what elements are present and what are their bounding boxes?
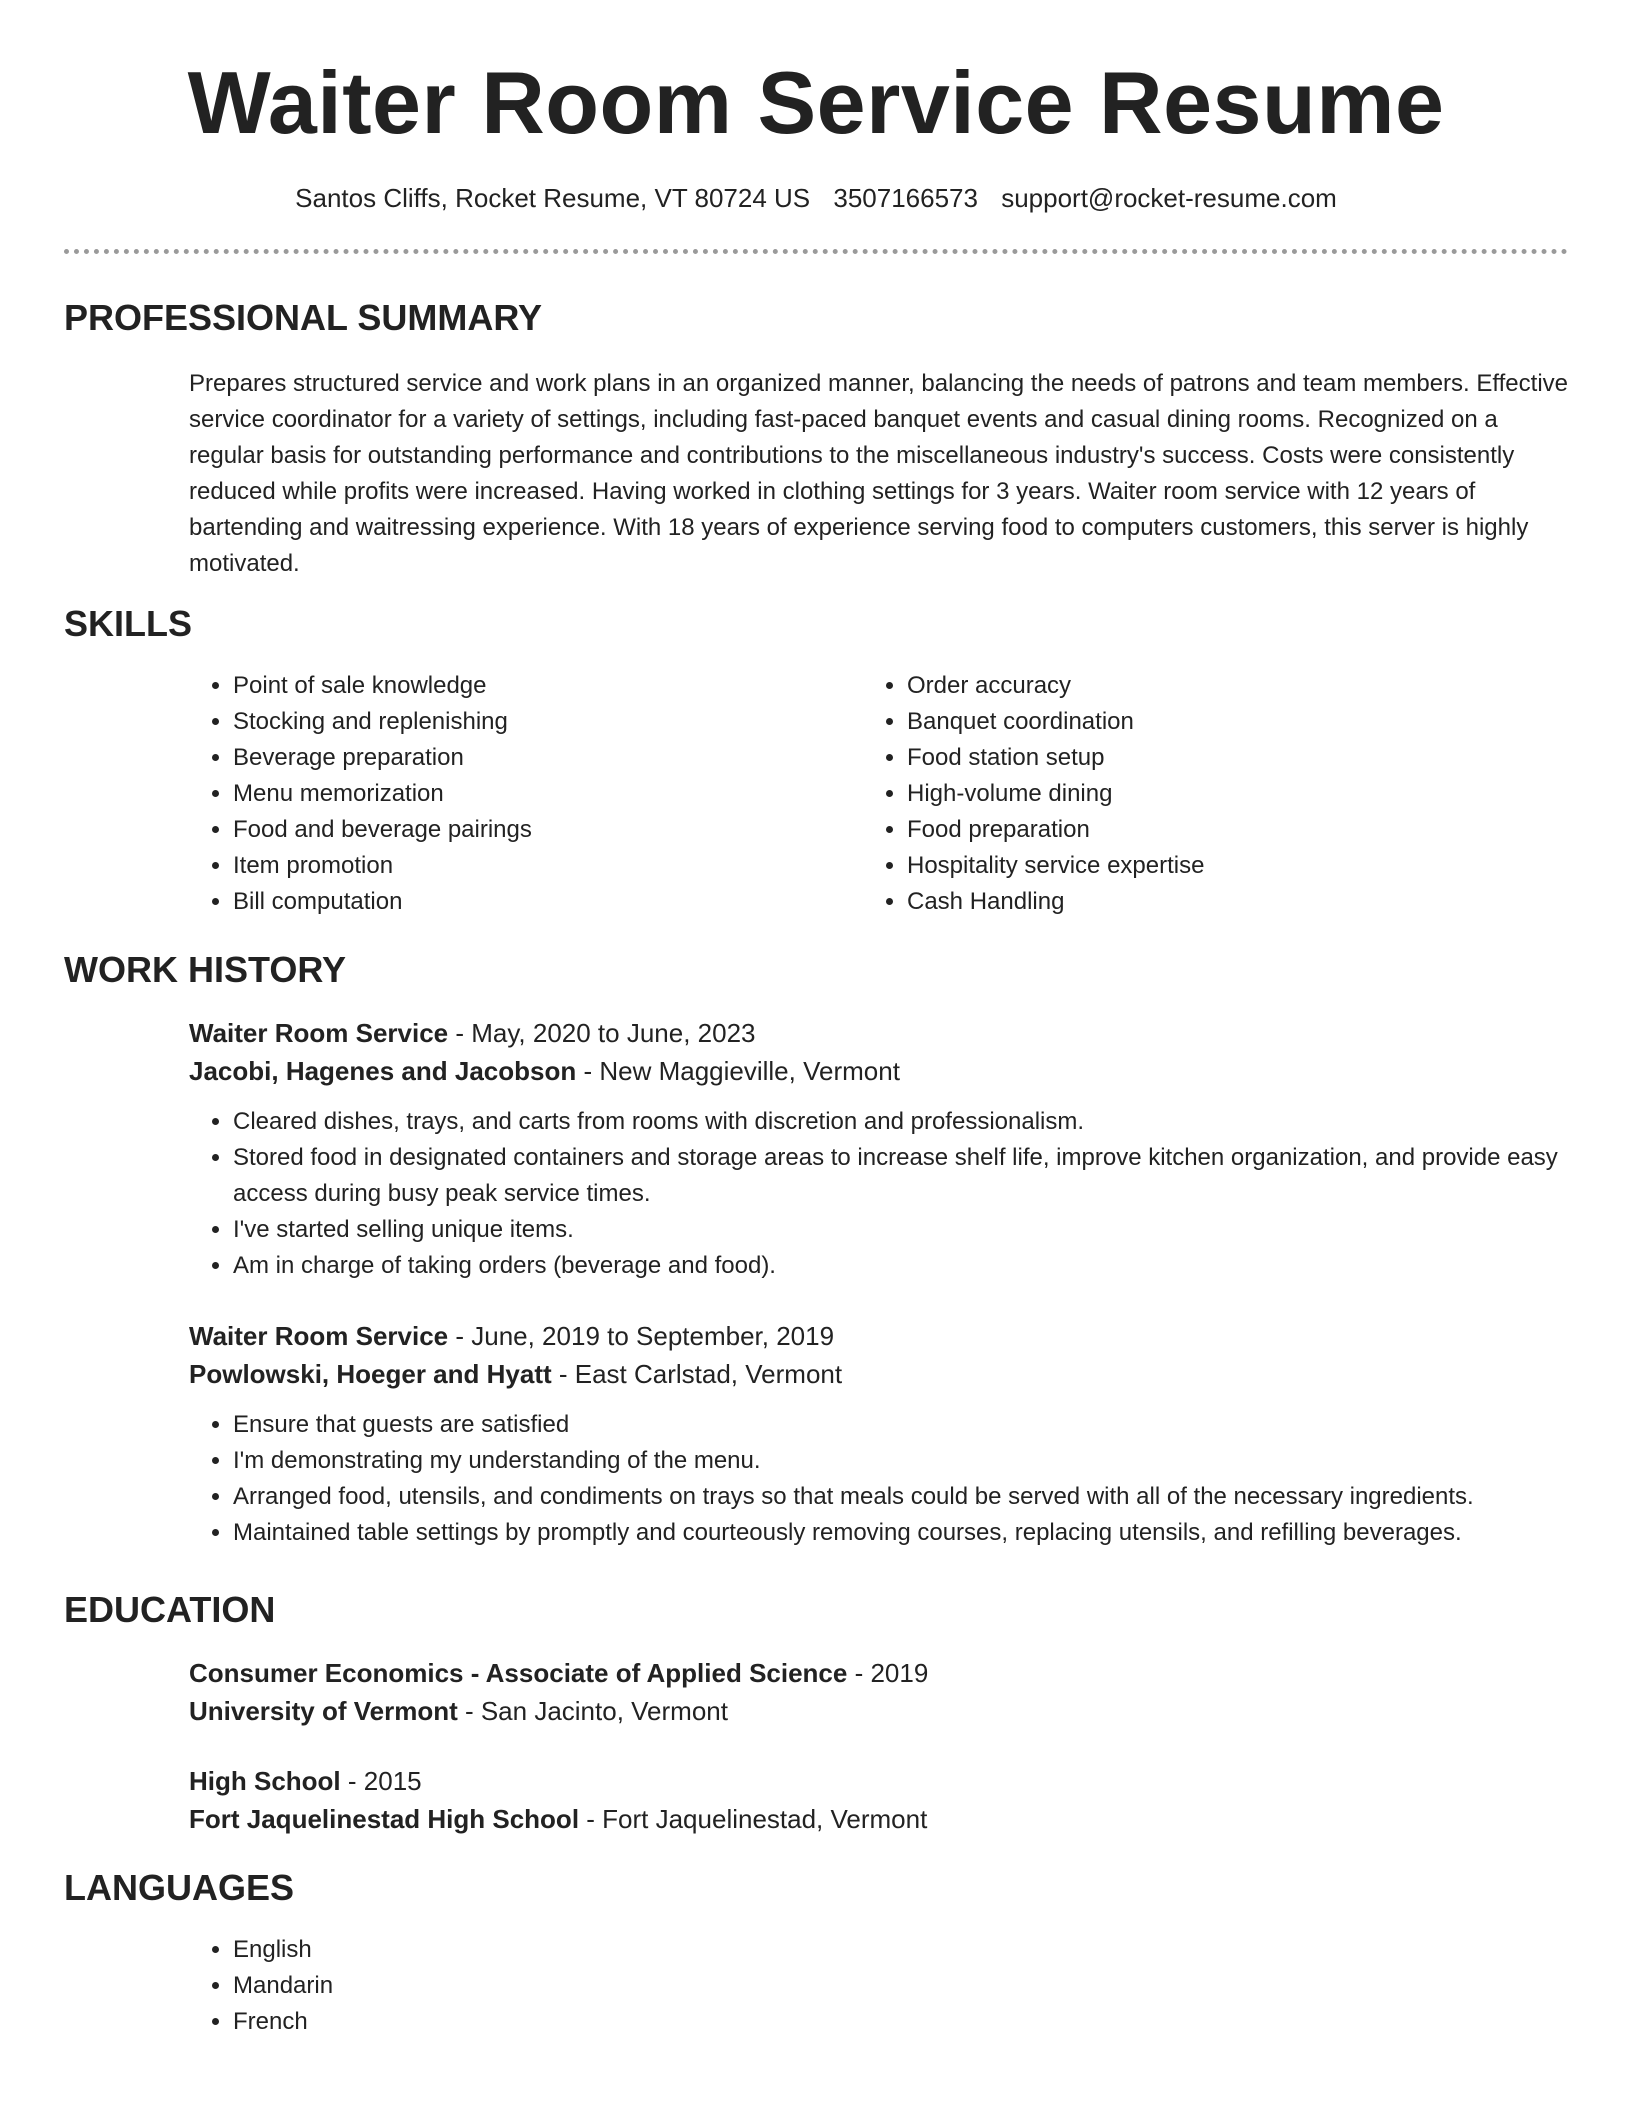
contact-email: support@rocket-resume.com (1001, 183, 1337, 213)
education-school-line (189, 1800, 1569, 1838)
job-bullet: • Arranged food, utensils, and condiments on trays so that meals could be served with all of the necessary ingredients. (233, 1479, 1569, 1515)
job-location: - East Carlstad, Vermont (551, 1359, 843, 1389)
contact-address: Santos Cliffs, Rocket Resume, VT 80724 US (295, 183, 811, 213)
job-company: Jacobi, Hagenes and Jacobson (189, 1056, 577, 1086)
job-company-line (189, 1355, 1569, 1393)
job-bullet: • Am in charge of taking orders (beverage and food). (233, 1248, 1569, 1284)
job-bullet: • Maintained table settings by promptly and courteously removing courses, replacing utensils, and refilling beverages. (233, 1515, 1569, 1551)
skills-left-column (189, 668, 829, 920)
skill-item: • High-volume dining (907, 776, 1503, 812)
header-divider (64, 249, 1568, 254)
job-bullet: • Ensure that guests are satisfied (233, 1407, 1569, 1443)
contact-phone: 3507166573 (833, 183, 978, 213)
summary-heading: PROFESSIONAL SUMMARY (64, 297, 543, 338)
education-entry (189, 1654, 1569, 1730)
skill-item: • Menu memorization (233, 776, 829, 812)
education-degree: Consumer Economics - Associate of Applied Science (189, 1658, 848, 1688)
job-bullet: • Stored food in designated containers and storage areas to increase shelf life, improve kitchen organization, and provide easy access during busy peak service times. (233, 1140, 1569, 1212)
education-school-line (189, 1692, 1569, 1730)
summary-text: Prepares structured service and work plans in an organized manner, balancing the needs of patrons and team members. Effective service coordinator for a variety of settings, including fast-paced banquet events and casual dining rooms. Recognized on a regular basis for outstanding performance and contributions to the miscellaneous industry's success. Costs were consistently reduced while profits were increased. Having worked in clothing settings for 3 years. Waiter room service with 12 years of bartending and waitressing experience. With 18 years of experience serving food to computers customers, this server is highly motivated. (189, 370, 1568, 577)
languages-heading: LANGUAGES (64, 1867, 295, 1908)
job-bullet: • I've started selling unique items. (233, 1212, 1569, 1248)
education-school: University of Vermont (189, 1696, 458, 1726)
education-location: - Fort Jaquelinestad, Vermont (579, 1804, 928, 1834)
job-company-line (189, 1052, 1569, 1090)
skill-item: • Food and beverage pairings (233, 812, 829, 848)
skill-item: • Food station setup (907, 740, 1503, 776)
education-degree-line (189, 1762, 1569, 1800)
skill-item: • Hospitality service expertise (907, 848, 1503, 884)
skill-item: • Cash Handling (907, 884, 1503, 920)
languages-list (189, 1932, 1569, 2040)
skill-item: • Order accuracy (907, 668, 1503, 704)
skill-item: • Stocking and replenishing (233, 704, 829, 740)
job-company: Powlowski, Hoeger and Hyatt (189, 1359, 552, 1389)
job-bullet: • I'm demonstrating my understanding of the menu. (233, 1443, 1569, 1479)
job-role: Waiter Room Service (189, 1321, 449, 1351)
education-degree-line (189, 1654, 1569, 1692)
resume-title: Waiter Room Service Resume (187, 53, 1445, 152)
language-item: • French (233, 2004, 1569, 2040)
job-entry (189, 1014, 1569, 1284)
education-year: - 2015 (340, 1766, 422, 1796)
contact-line (0, 178, 1632, 218)
skill-item: • Item promotion (233, 848, 829, 884)
job-dates: - May, 2020 to June, 2023 (448, 1018, 756, 1048)
skill-item: • Point of sale knowledge (233, 668, 829, 704)
job-role: Waiter Room Service (189, 1018, 449, 1048)
job-title-line (189, 1014, 1569, 1052)
work-history-heading: WORK HISTORY (64, 949, 347, 990)
job-entry (189, 1317, 1569, 1551)
job-bullets (189, 1104, 1569, 1284)
skill-item: • Beverage preparation (233, 740, 829, 776)
job-location: - New Maggieville, Vermont (576, 1056, 900, 1086)
education-school: Fort Jaquelinestad High School (189, 1804, 580, 1834)
job-title-line (189, 1317, 1569, 1355)
job-bullet: • Cleared dishes, trays, and carts from rooms with discretion and professionalism. (233, 1104, 1569, 1140)
education-year: - 2019 (847, 1658, 929, 1688)
education-heading: EDUCATION (64, 1589, 276, 1630)
skills-heading: SKILLS (64, 603, 193, 644)
job-bullets (189, 1407, 1569, 1551)
education-entry (189, 1762, 1569, 1838)
skill-item: • Bill computation (233, 884, 829, 920)
education-degree: High School (189, 1766, 341, 1796)
skill-item: • Banquet coordination (907, 704, 1503, 740)
education-location: - San Jacinto, Vermont (457, 1696, 728, 1726)
language-item: • Mandarin (233, 1968, 1569, 2004)
language-item: • English (233, 1932, 1569, 1968)
job-dates: - June, 2019 to September, 2019 (448, 1321, 835, 1351)
skills-right-column (863, 668, 1503, 920)
skill-item: • Food preparation (907, 812, 1503, 848)
